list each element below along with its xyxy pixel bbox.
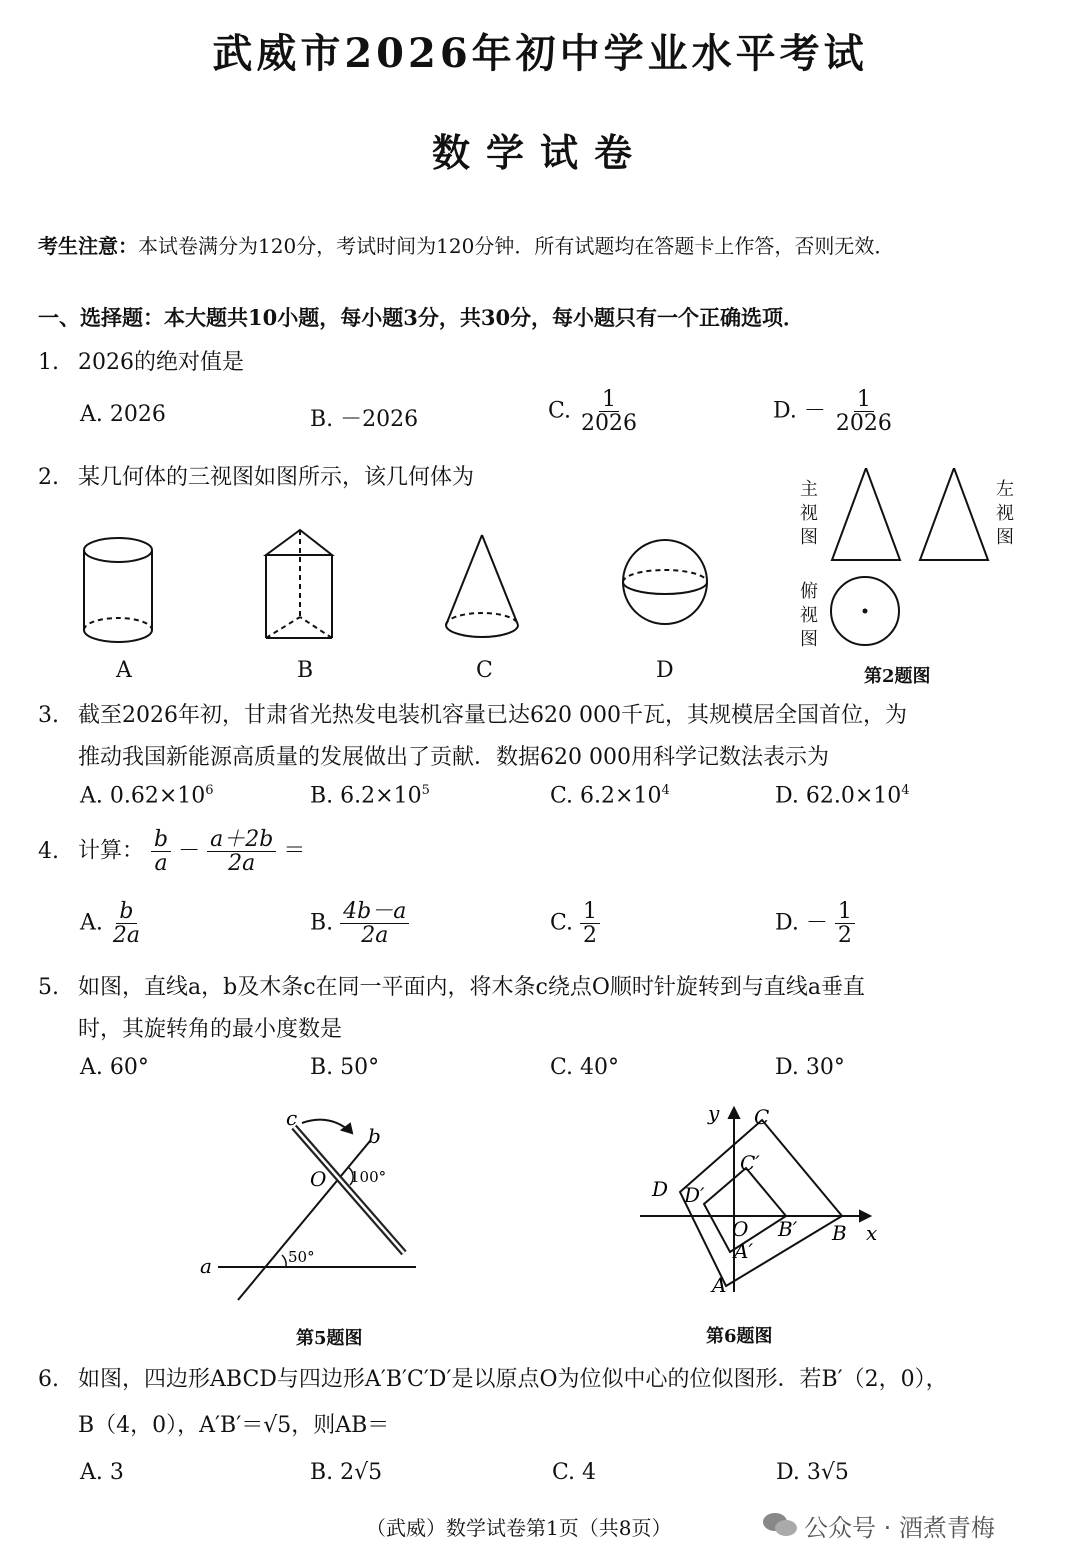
label-D1: D′ <box>684 1183 705 1207</box>
q1-text: 2026的绝对值是 <box>78 350 244 375</box>
q3-line1: 截至2026年初，甘肃省光热发电装机容量已达620 000千瓦，其规模居全国首位，为 <box>78 703 907 728</box>
q4-a-label: A. <box>80 910 103 936</box>
q4-d-numerator: 1 <box>835 900 855 924</box>
q2-label-b: B <box>297 658 314 683</box>
q3-d-base: D. 62.0×10 <box>775 783 902 809</box>
q2-label-a: A <box>116 658 132 683</box>
q3-a-base: A. 0.62×10 <box>80 783 206 809</box>
top-view-center-dot <box>863 609 868 614</box>
q1-option-c-label: C. <box>548 398 572 424</box>
q4-option-a <box>80 900 143 947</box>
line-b <box>238 1141 370 1300</box>
q4-option-d <box>775 900 855 947</box>
q4-f2-denominator: 2a <box>228 851 256 877</box>
label-y: y <box>708 1101 720 1125</box>
q4-b-denominator: 2a <box>361 923 389 949</box>
q6-line1: 如图，四边形ABCD与四边形A′B′C′D′是以原点O为位似中心的位似图形．若B′（2，0）， <box>78 1367 948 1392</box>
label-C: C <box>754 1105 770 1129</box>
q2-caption: 第2题图 <box>864 666 931 687</box>
q4-c-fraction <box>580 900 600 947</box>
sphere-icon <box>623 540 707 624</box>
q3-b-exp: 5 <box>421 783 430 798</box>
q2-label-c: C <box>476 658 493 683</box>
q4-fraction-1 <box>151 828 171 875</box>
q6-stem <box>38 1362 948 1393</box>
q1-d-numerator: 1 <box>854 388 874 412</box>
q4-stem <box>38 828 305 875</box>
q3-a-exp: 6 <box>205 783 214 798</box>
q4-c-denominator: 2 <box>583 923 598 949</box>
q5-option-a: A. 60° <box>80 1055 149 1080</box>
q3-number: 3. <box>38 703 59 728</box>
q1-d-denominator: 2026 <box>835 411 892 437</box>
y-axis-arrow <box>729 1108 739 1118</box>
label-50deg: 50° <box>288 1248 315 1266</box>
rotation-arrowhead <box>342 1124 352 1133</box>
q2-three-views-figure <box>828 468 1000 648</box>
q1-option-d-fraction <box>833 388 895 435</box>
q6-figure <box>630 1100 890 1300</box>
label-A1: A′ <box>734 1239 753 1263</box>
label-O: O <box>732 1217 749 1241</box>
q4-equals: ＝ <box>283 838 306 864</box>
watermark: 公众号 · 酒煮青梅 <box>804 1514 995 1542</box>
q5-option-c: C. 40° <box>550 1055 620 1080</box>
q5-line1: 如图，直线a，b及木条c在同一平面内，将木条c绕点O顺时针旋转到与直线a垂直 <box>78 975 865 1000</box>
label-O: O <box>310 1167 327 1191</box>
page-footer: （武威）数学试卷第1页（共8页） <box>366 1516 672 1540</box>
q4-b-numerator: 4b－a <box>340 900 409 924</box>
front-view-label: 主视图 <box>800 479 818 548</box>
cylinder-icon <box>84 538 152 642</box>
q6-option-d: D. 3√5 <box>776 1460 849 1485</box>
q2-text: 某几何体的三视图如图所示，该几何体为 <box>78 465 475 490</box>
label-a: a <box>200 1254 212 1278</box>
q1-option-a: A. 2026 <box>80 402 166 427</box>
q1-c-denominator: 2026 <box>581 411 638 437</box>
angle-50-arc <box>282 1255 286 1267</box>
q5-line2: 时，其旋转角的最小度数是 <box>78 1017 343 1042</box>
q3-b-base: B. 6.2×10 <box>310 783 422 809</box>
x-axis-arrow <box>860 1211 870 1221</box>
exam-subject: 数学试卷 <box>431 130 648 175</box>
q5-figure <box>190 1105 430 1305</box>
q4-number: 4. <box>38 838 59 864</box>
exam-title: 武威市2026年初中学业水平考试 <box>212 30 868 77</box>
label-D: D <box>652 1177 669 1201</box>
q5-caption: 第5题图 <box>296 1328 363 1349</box>
q2-number: 2. <box>38 465 59 490</box>
q3-c-base: C. 6.2×10 <box>550 783 662 809</box>
q6-option-a: A. 3 <box>80 1460 124 1485</box>
q3-line2: 推动我国新能源高质量的发展做出了贡献．数据620 000用科学记数法表示为 <box>78 745 829 770</box>
label-x: x <box>866 1221 878 1245</box>
q4-f2-numerator: a＋2b <box>207 828 276 852</box>
wechat-icon <box>760 1510 800 1540</box>
q4-b-label: B. <box>310 910 334 936</box>
q4-option-b <box>310 900 409 947</box>
left-view-label: 左视图 <box>996 479 1014 548</box>
notice-text: 本试卷满分为120分，考试时间为120分钟．所有试题均在答题卡上作答，否则无效． <box>138 234 895 258</box>
q3-option-a <box>80 783 214 808</box>
label-100deg: 100° <box>350 1168 387 1186</box>
q3-c-exp: 4 <box>661 783 670 798</box>
q1-option-c <box>548 388 640 435</box>
q1-stem <box>38 345 244 376</box>
q2-solids-figure <box>60 520 760 690</box>
q4-a-numerator: b <box>116 900 136 924</box>
q5-number: 5. <box>38 975 59 1000</box>
q4-a-fraction <box>110 900 143 947</box>
q4-f1-denominator: a <box>154 851 168 877</box>
label-A: A <box>712 1273 727 1297</box>
q4-option-c <box>550 900 600 947</box>
q4-fraction-2 <box>207 828 276 875</box>
q4-minus: － <box>178 838 201 864</box>
label-B: B <box>832 1221 847 1245</box>
q6-option-c: C. 4 <box>552 1460 597 1485</box>
q6-option-b: B. 2√5 <box>310 1460 383 1485</box>
top-view-label: 俯视图 <box>800 581 818 650</box>
q1-option-d-label: D. － <box>773 398 826 424</box>
cone-icon <box>446 535 518 637</box>
q3-option-c <box>550 783 670 808</box>
q3-d-exp: 4 <box>901 783 910 798</box>
q5-stem <box>38 970 865 1001</box>
q4-b-fraction <box>340 900 409 947</box>
section-heading: 一、选择题：本大题共10小题，每小题3分，共30分，每小题只有一个正确选项． <box>38 305 805 330</box>
q2-stem <box>38 460 474 491</box>
label-C1: C′ <box>740 1151 760 1175</box>
q4-d-denominator: 2 <box>837 923 852 949</box>
q1-option-b: B. －2026 <box>310 407 419 432</box>
q3-option-d <box>775 783 910 808</box>
q5-option-d: D. 30° <box>775 1055 845 1080</box>
q6-caption: 第6题图 <box>706 1326 773 1347</box>
label-c: c <box>286 1106 298 1130</box>
q2-label-d: D <box>656 658 674 683</box>
q4-d-fraction <box>835 900 855 947</box>
q4-label: 计算： <box>78 838 145 864</box>
q3-option-b <box>310 783 430 808</box>
q4-a-denominator: 2a <box>112 923 141 949</box>
label-B1: B′ <box>778 1217 798 1241</box>
q6-number: 6. <box>38 1367 59 1392</box>
q4-c-numerator: 1 <box>580 900 600 924</box>
q4-c-label: C. <box>550 910 574 936</box>
front-view-triangle <box>832 468 900 560</box>
q4-f1-numerator: b <box>151 828 171 852</box>
q1-c-numerator: 1 <box>599 388 619 412</box>
q4-d-label: D. － <box>775 910 828 936</box>
label-b: b <box>368 1124 381 1148</box>
q1-option-c-fraction <box>578 388 640 435</box>
notice <box>38 230 894 259</box>
q3-stem <box>38 698 907 729</box>
notice-label: 考生注意： <box>38 234 138 258</box>
left-view-triangle <box>920 468 988 560</box>
q1-number: 1. <box>38 350 59 375</box>
q5-option-b: B. 50° <box>310 1055 380 1080</box>
prism-icon <box>266 530 332 638</box>
q1-option-d <box>773 388 895 435</box>
q6-line2: B（4，0），A′B′＝√5，则AB＝ <box>78 1413 390 1438</box>
